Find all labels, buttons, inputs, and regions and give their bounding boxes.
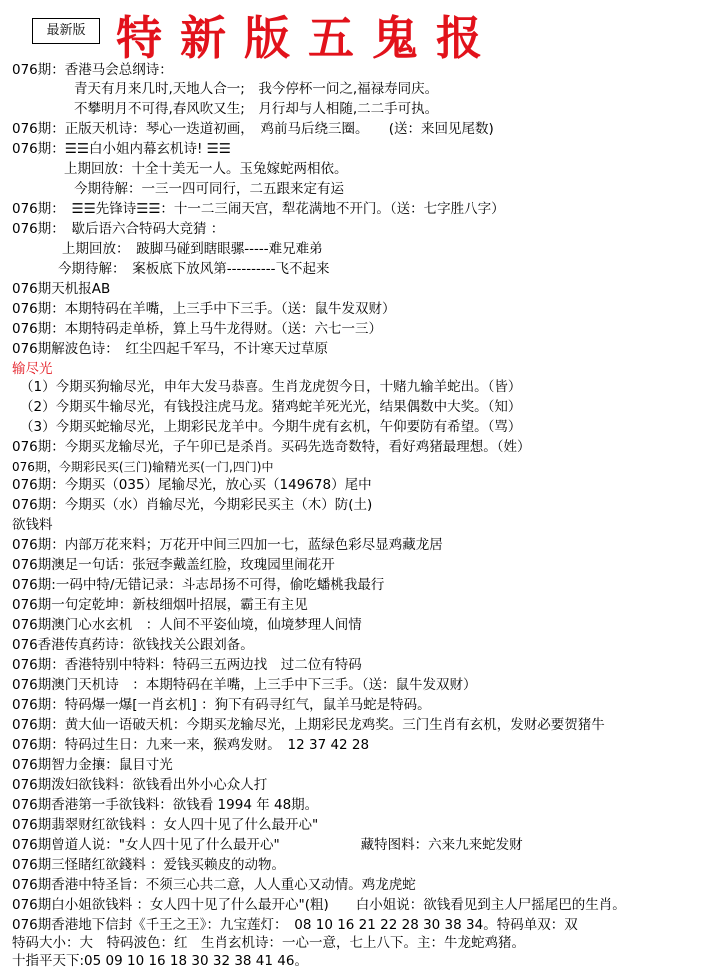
page-title: 特新版五鬼报: [116, 11, 500, 65]
text-line: 076期解波色诗： 红尘四起千军马，不计寒天过草原: [12, 341, 329, 357]
text-line: 076期香港第一手欲钱料：欲钱看 1994 年 48期。: [12, 797, 319, 813]
text-line: 十指平天下:05 09 10 16 18 30 32 38 41 46。: [12, 953, 308, 969]
text-line: 076期：香港马会总纲诗：: [12, 62, 173, 78]
text-line: 076期：今期买龙输尽光，子午卯已是杀肖。买码先选奇数特，看好鸡猪最理想。（姓）: [12, 439, 531, 455]
text-line: 076期三怪睹红欲錢料 ：爱钱买赖皮的动物。: [12, 857, 286, 873]
text-line: （1）今期买狗输尽光，申年大发马恭喜。生肖龙虎贺今日，十赌九输羊蛇出。（皆）: [20, 379, 522, 395]
text-line: 不攀明月不可得,春风吹又生; 月行却与人相随,二二手可执。: [74, 101, 439, 117]
text-line: 076期：本期特码在羊嘴，上三手中下三手。（送：鼠牛发双财）: [12, 301, 396, 317]
text-line: 076期澳足一句话：张冠李戴盖红脸，玫瑰园里闹花开: [12, 557, 335, 573]
text-line: 特码大小：大 特码波色：红 生肖玄机诗：一心一意，七上八下。主：牛龙蛇鸡猪。: [12, 935, 525, 951]
text-line: 076期一句定乾坤：新枝细烟叶招展，霸王有主见: [12, 597, 308, 613]
text-line: 今期待解： 案板底下放风第----------飞不起来: [58, 261, 330, 277]
text-line: 076期香港地下信封《千王之王》：九宝莲灯： 08 10 16 21 22 28 30 38 34。特码单双：双: [12, 917, 578, 933]
text-line: （2）今期买牛输尽光，有钱投注虎马龙。猪鸡蛇羊死光光，结果偶数中大奖。（知）: [20, 399, 522, 415]
text-line: 上期回放：十全十美无一人。玉兔嫁蛇两相依。: [64, 161, 348, 177]
text-line: 076期，今期彩民买(三门)输精光买(一门,四门)中: [12, 460, 274, 474]
text-line: 076期：本期特码走单桥，算上马牛龙得财。（送：六七一三）: [12, 321, 383, 337]
text-line: 076期澳门心水玄机 ：人间不平姿仙境，仙境梦理人间情: [12, 617, 362, 633]
text-line: 076期： ☰☰先锋诗☰☰：十一二三闹天宫，犁花满地不开门。（送：七字胜八字）: [12, 201, 505, 217]
text-line: 076期白小姐欲钱料 ：女人四十见了什么最开心"(粗) 白小姐说：欲钱看见到主人尸摇尾巴的生肖。: [12, 897, 626, 913]
text-line: 076期天机报AB: [12, 281, 111, 297]
text-line: 076期：内部万花来料；万花开中间三四加一七，蓝绿色彩尽显鸡藏龙居: [12, 537, 443, 553]
text-line: 076期：香港特别中特料：特码三五两边找 过二位有特码: [12, 657, 362, 673]
text-line: 076期：正版天机诗：琴心一迭道初画， 鸡前马后绕三圈。 (送：来回见尾数): [12, 121, 494, 137]
text-line: 076期：特码爆一爆[一肖玄机] ：狗下有码寻红气，鼠羊马蛇是特码。: [12, 697, 431, 713]
text-line: 076期曾道人说："女人四十见了什么最开心" 藏特图料：六来九来蛇发财: [12, 837, 523, 853]
text-line: 076期泼妇欲钱料：欲钱看出外小心众人打: [12, 777, 268, 793]
section-heading: 输尽光: [12, 361, 53, 377]
text-line: 076期澳门天机诗 ：本期特码在羊嘴，上三手中下三手。（送：鼠牛发双财）: [12, 677, 477, 693]
text-line: （3）今期买蛇输尽光，上期彩民龙羊中。今期牛虎有玄机，午仰要防有希望。（骂）: [20, 419, 522, 435]
text-line: 076期： 歇后语六合特码大竞猜 ：: [12, 221, 225, 237]
text-line: 上期回放： 跛脚马碰到瞎眼骡-----难兄难弟: [62, 241, 323, 257]
section-heading: 欲钱料: [12, 517, 53, 533]
text-line: 076期：黄大仙一语破天机：今期买龙输尽光，上期彩民龙鸡奖。三门生肖有玄机，发财必要贺猪牛: [12, 717, 605, 733]
text-line: 076香港传真药诗：欲钱找关公跟刘备。: [12, 637, 254, 653]
text-line: 076期智力金攘：鼠目寸光: [12, 757, 173, 773]
text-line: 076期：今期买（水）肖输尽光，今期彩民买主（木）防(土): [12, 497, 373, 513]
text-line: 青天有月来几时,天地人合一; 我今停杯一问之,福禄寿同庆。: [74, 81, 439, 97]
text-line: 今期待解：一三一四可同行，二五跟来定有运: [74, 181, 344, 197]
text-line: 076期翡翠财红欲钱料 ：女人四十见了什么最开心": [12, 817, 319, 833]
text-line: 076期：☰☰白小姐内幕玄机诗! ☰☰: [12, 141, 231, 157]
text-line: 076期：特码过生日：九来一来，猴鸡发财。 12 37 42 28: [12, 737, 370, 753]
text-line: 076期:一码中特/无错记录：斗志昂扬不可得，偷吃蟠桃我最行: [12, 577, 385, 593]
edition-badge: 最新版: [32, 18, 100, 44]
text-line: 076期香港中特圣旨：不须三心共二意，人人重心又动情。鸡龙虎蛇: [12, 877, 416, 893]
text-line: 076期：今期买（035）尾输尽光，放心买（149678）尾中: [12, 477, 372, 493]
